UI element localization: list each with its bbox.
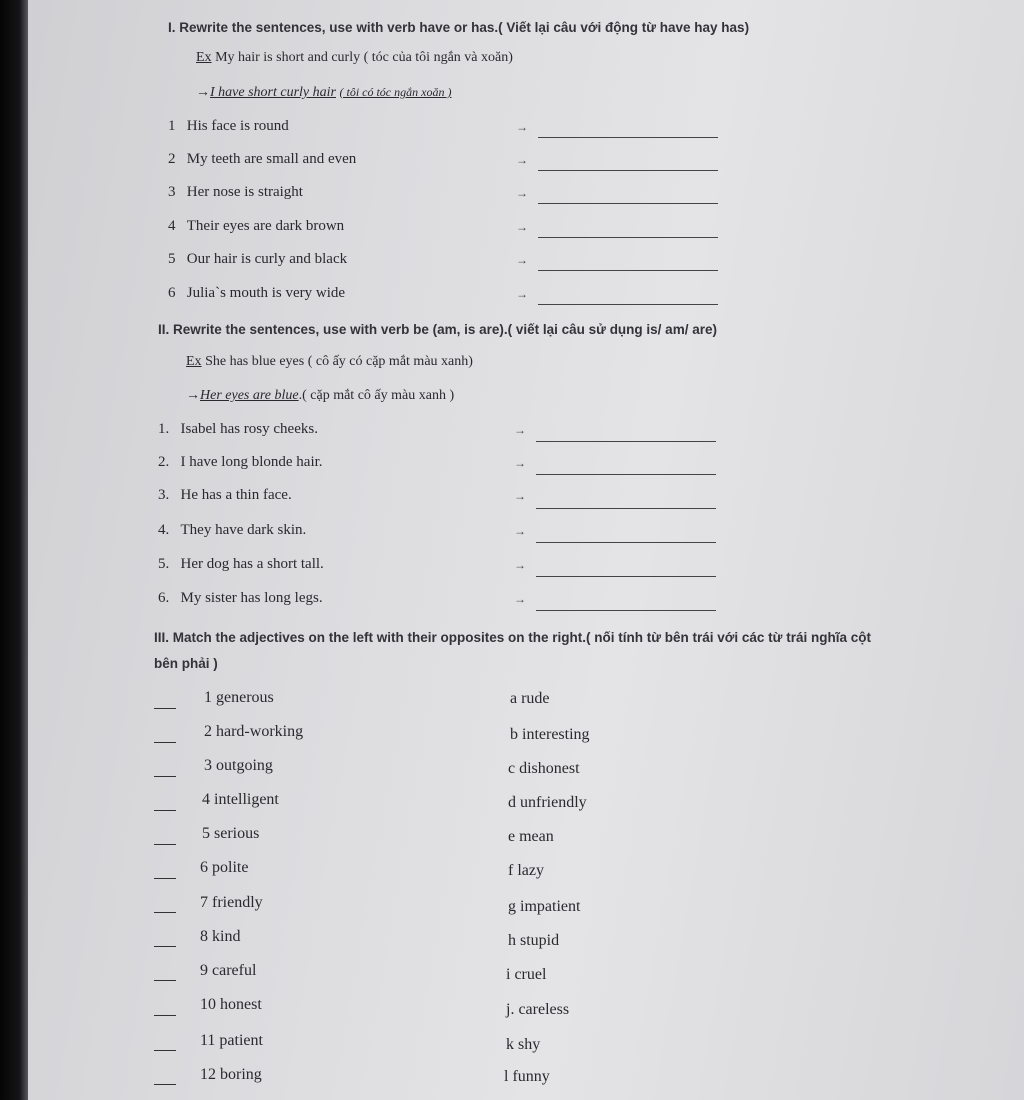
- left-adjective: 10 honest: [200, 996, 262, 1013]
- list-item: 6 Julia`s mouth is very wide: [168, 285, 346, 301]
- right-adjective: c dishonest: [508, 760, 580, 777]
- right-adjective: j. careless: [506, 1001, 570, 1018]
- screen-bezel: [0, 0, 28, 1100]
- arrow-icon: →: [186, 388, 200, 403]
- right-adjective: a rude: [510, 690, 550, 707]
- answer-blank[interactable]: [536, 542, 716, 543]
- section-1-example-answer: [196, 85, 451, 101]
- arrow-icon: →: [516, 120, 528, 134]
- arrow-icon: →: [516, 186, 528, 200]
- arrow-icon: →: [514, 558, 526, 572]
- arrow-icon: →: [516, 220, 528, 234]
- arrow-icon: →: [514, 524, 526, 538]
- answer-blank[interactable]: [538, 137, 718, 138]
- match-blank[interactable]: [154, 980, 176, 981]
- right-adjective: k shy: [506, 1036, 541, 1053]
- left-adjective: 6 polite: [200, 859, 249, 876]
- match-blank[interactable]: [154, 776, 176, 777]
- left-adjective: 9 careful: [200, 962, 257, 979]
- section-3-title-line2: bên phải ): [154, 656, 218, 671]
- section-2-title: II. Rewrite the sentences, use with verb be (am, is are).( viết lại câu sử dụng is/ am/ are): [158, 322, 717, 337]
- arrow-icon: →: [196, 85, 210, 100]
- list-item: 1 His face is round: [168, 118, 289, 134]
- right-adjective: e mean: [508, 828, 554, 845]
- match-blank[interactable]: [154, 1050, 176, 1051]
- arrow-icon: →: [514, 592, 526, 606]
- worksheet-page: [28, 0, 1024, 1100]
- arrow-icon: →: [516, 253, 528, 267]
- match-blank[interactable]: [154, 1084, 176, 1085]
- right-adjective: l funny: [504, 1068, 550, 1085]
- right-adjective: g impatient: [508, 898, 581, 915]
- list-item: 1. Isabel has rosy cheeks.: [158, 421, 318, 437]
- example-sentence: She has blue eyes ( cô ấy có cặp mắt màu xanh): [205, 354, 473, 369]
- answer-blank[interactable]: [536, 610, 716, 611]
- arrow-icon: →: [514, 489, 526, 503]
- example-answer: Her eyes are blue: [200, 388, 299, 403]
- list-item: 3. He has a thin face.: [158, 487, 292, 503]
- right-adjective: h stupid: [508, 932, 560, 949]
- right-adjective: i cruel: [506, 966, 547, 983]
- arrow-icon: →: [514, 456, 526, 470]
- match-blank[interactable]: [154, 878, 176, 879]
- section-2-example: [186, 354, 473, 370]
- arrow-icon: →: [516, 287, 528, 301]
- left-adjective: 7 friendly: [200, 894, 263, 911]
- match-blank[interactable]: [154, 708, 176, 709]
- left-adjective: 12 boring: [200, 1066, 262, 1083]
- answer-blank[interactable]: [538, 203, 718, 204]
- match-blank[interactable]: [154, 1015, 176, 1016]
- answer-blank[interactable]: [538, 270, 718, 271]
- match-blank[interactable]: [154, 742, 176, 743]
- match-blank[interactable]: [154, 844, 176, 845]
- list-item: 4 Their eyes are dark brown: [168, 218, 345, 234]
- list-item: 4. They have dark skin.: [158, 522, 307, 538]
- left-adjective: 8 kind: [200, 928, 241, 945]
- arrow-icon: →: [516, 153, 528, 167]
- list-item: 3 Her nose is straight: [168, 184, 303, 200]
- left-adjective: 1 generous: [204, 689, 274, 706]
- example-answer-note: ( tôi có tóc ngắn xoăn ): [339, 85, 452, 99]
- list-item: 2. I have long blonde hair.: [158, 454, 323, 470]
- example-answer: I have short curly hair: [210, 85, 336, 100]
- section-2-example-answer: [186, 388, 454, 404]
- list-item: 5. Her dog has a short tall.: [158, 556, 324, 572]
- list-item: 2 My teeth are small and even: [168, 151, 357, 167]
- left-adjective: 4 intelligent: [202, 791, 279, 808]
- right-adjective: f lazy: [508, 862, 544, 879]
- section-1-example: [196, 50, 513, 66]
- example-answer-note: .( cặp mắt cô ấy màu xanh ): [298, 388, 455, 403]
- match-blank[interactable]: [154, 810, 176, 811]
- answer-blank[interactable]: [536, 474, 716, 475]
- answer-blank[interactable]: [538, 304, 718, 305]
- left-adjective: 2 hard-working: [204, 723, 304, 740]
- example-label: Ex: [186, 354, 202, 369]
- list-item: 5 Our hair is curly and black: [168, 251, 348, 267]
- section-1-title: I. Rewrite the sentences, use with verb have or has.( Viết lại câu với động từ have hay has): [168, 20, 750, 35]
- answer-blank[interactable]: [536, 508, 716, 509]
- list-item: 6. My sister has long legs.: [158, 590, 323, 606]
- example-label: Ex: [196, 50, 212, 65]
- answer-blank[interactable]: [536, 441, 716, 442]
- answer-blank[interactable]: [538, 237, 718, 238]
- match-blank[interactable]: [154, 912, 176, 913]
- right-adjective: b interesting: [510, 726, 590, 743]
- right-adjective: d unfriendly: [508, 794, 587, 811]
- left-adjective: 3 outgoing: [204, 757, 273, 774]
- left-adjective: 11 patient: [200, 1032, 263, 1049]
- match-blank[interactable]: [154, 946, 176, 947]
- answer-blank[interactable]: [536, 576, 716, 577]
- left-adjective: 5 serious: [202, 825, 260, 842]
- answer-blank[interactable]: [538, 170, 718, 171]
- arrow-icon: →: [514, 423, 526, 437]
- example-sentence: My hair is short and curly ( tóc của tôi ngắn và xoăn): [215, 50, 513, 65]
- section-3-title-line1: III. Match the adjectives on the left with their opposites on the right.( nối tính từ bên trái với các từ trái nghĩa cột: [154, 630, 871, 645]
